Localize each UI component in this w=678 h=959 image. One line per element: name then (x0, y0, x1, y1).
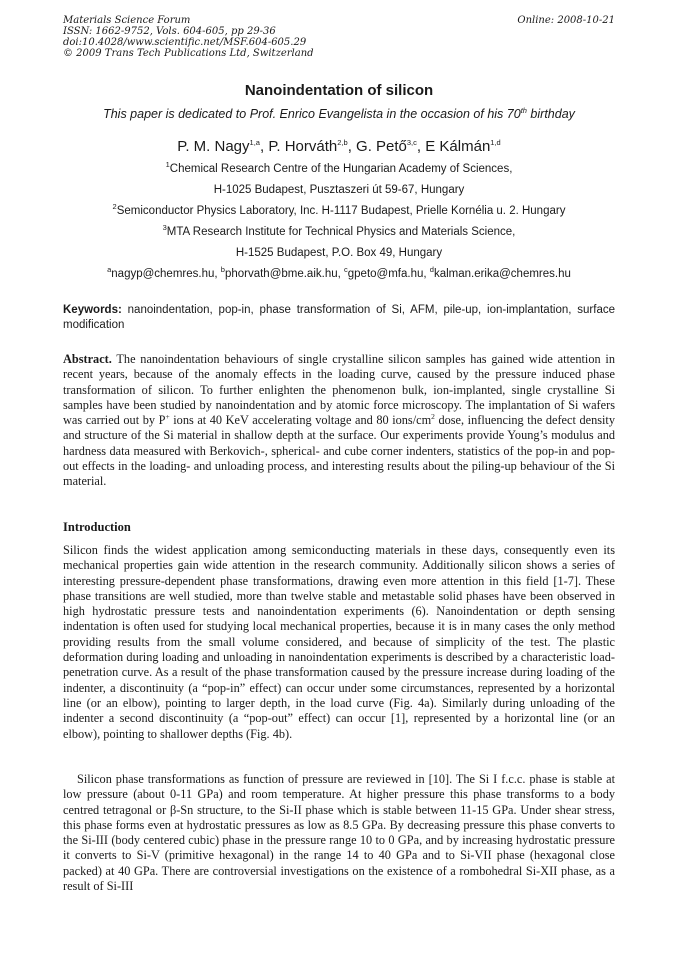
keywords-label: Keywords: (63, 304, 122, 316)
author-list (63, 138, 615, 155)
doi-line: doi:10.4028/www.scientific.net/MSF.604-605.29 (63, 37, 307, 48)
affiliation-text: Chemical Research Centre of the Hungarian Academy of Sciences, (169, 163, 513, 175)
affiliation-sup: 1 (165, 160, 170, 170)
email-address[interactable]: nagyp@chemres.hu (111, 268, 215, 280)
dedication-text: This paper is dedicated to Prof. Enrico Evangelista in the occasion of his 70 (103, 107, 521, 121)
author-sep: , (259, 138, 269, 155)
email-address[interactable]: kalman.erika@chemres.hu (433, 268, 571, 280)
paper-title: Nanoindentation of silicon (244, 82, 434, 99)
author-sup: 2,b (337, 138, 348, 147)
author-sep: , (416, 138, 426, 155)
author-name: P. Horváth (268, 138, 338, 155)
dedication (63, 107, 615, 121)
email-sup: d (429, 265, 434, 275)
abstract-text: dose, influencing the defect density and structure of the Si material in shallow depth at the surface. Our experiments provide Young’s modulus and hardness data measured with Berkovich-, spherical- and cube corner indenters, statistics of the pop-in and pop-out effects in the loading- and unloading process, and interesting results about the piling-up behaviour of the Si material. (63, 413, 615, 489)
intro-paragraph-1: Silicon finds the widest application among semiconducting materials in these days, consequently even its mechanical properties gain wide attention in the research community. Additionally silicon shows a series of interesting pressure-dependent phase transformations, drawing even more attention in this field [1-7]. These phase transitions are well studied, more than twelve stable and metastable solid phases have been observed in high hydrostatic pressure tests and nanoindentation experiments (6). Nanoindentation or depth sensing indentation is often used for studying local mechanical properties, because it is in many cases the only method providing results from the small volume considered, and because of simplicity of the test. The plastic deformation during loading and unloading in nanoindentation experiments is described by a characteristic load-penetration curve. As a result of the phase transformation caused by the pressure increase during loading of the indenter, a discontinuity (a “pop-in” effect) can occur under some circumstances, represented by a horizontal line (or an elbow), pointing to larger depth, in the load curve (Fig. 4a). Similarly during unloading of the indenter a second discontinuity (a “pop-out” effect) can occur [1], represented by a horizontal line (or an elbow), pointing to shallower depths (Fig. 4b). (63, 543, 615, 741)
affiliation-2 (63, 202, 615, 217)
author-name: P. M. Nagy (177, 138, 250, 155)
abstract (63, 352, 615, 490)
author-sup: 3,c (406, 138, 417, 147)
email-sup: c (344, 265, 348, 275)
online-date: Online: 2008-10-21 (517, 15, 615, 26)
affiliation-text: MTA Research Institute for Technical Physics and Materials Science, (166, 226, 516, 238)
email-address[interactable]: phorvath@bme.aik.hu (224, 268, 338, 280)
journal-header (63, 15, 615, 59)
abstract-label: Abstract. (63, 352, 112, 366)
section-heading-introduction: Introduction (63, 520, 131, 534)
affiliation-sup: 3 (162, 223, 167, 233)
email-sup: a (107, 265, 112, 275)
affiliation-sup: 2 (112, 202, 117, 212)
keywords (63, 303, 615, 333)
email-address[interactable]: gpeto@mfa.hu (347, 268, 424, 280)
email-sup: b (220, 265, 225, 275)
copyright-line: © 2009 Trans Tech Publications Ltd, Switzerland (63, 48, 314, 59)
abstract-text: The nanoindentation behaviours of single crystalline silicon samples has gained wide attention in recent years, because of the anomaly effects in the loading curve, caused by the pressure induced phase transformation of silicon. To further enlighten the phenomenon bulk, ion-implanted, single crystalline Si samples have been studied by nanoindentation and by atomic force microscopy. The implantation of Si wafers was carried out by P (63, 352, 615, 428)
author-sup: 1,d (490, 138, 501, 147)
journal-name: Materials Science Forum (63, 15, 191, 26)
affiliation-text: Semiconductor Physics Laboratory, Inc. H-1117 Budapest, Prielle Kornélia u. 2. Hungary (116, 205, 566, 217)
intro-paragraph-2: Silicon phase transformations as function of pressure are reviewed in [10]. The Si I f.c.c. phase is stable at low pressure (about 0-11 GPa) and room temperature. At higher pressure this phase transforms to a body centred tetragonal or β-Sn structure, to the Si-II phase which is stable between 11-15 GPa. Under shear stress, this phase forms even at hydrostatic pressures as low as 8.5 GPa. By decreasing pressure this phase converts to the Si-III (body centered cubic) phase in the pressure range 10 to 0 GPa, and by increasing hydrostatic pressure it converts to Si-V (primitive hexagonal) in the range 14 to 40 GPa and to Si-VII phase (hexagonal close packed) at 40 GPa. There are controversial investigations on the existence of a rombohedral Si-XII phase, as a result of Si-III (63, 772, 615, 894)
issn-line: ISSN: 1662-9752, Vols. 604-605, pp 29-36 (63, 26, 276, 37)
affiliation-1 (63, 160, 615, 175)
keywords-text: nanoindentation, pop-in, phase transformation of Si, AFM, pile-up, ion-implantation, surface modification (63, 304, 615, 331)
dedication-end: birthday (526, 107, 575, 121)
email-list: $^a$nagyp@chemres.hu, $^b$phorvath@bme.aik.hu, $^c$gpeto@mfa.hu, $^d$kalman.erika@chemres.hu (107, 265, 571, 280)
affiliation-3 (63, 223, 615, 238)
author-name: E Kálmán (425, 138, 491, 155)
abstract-sup: 2 (431, 412, 435, 422)
author-sep: , (347, 138, 357, 155)
abstract-sup: + (165, 412, 170, 422)
author-sup: 1,a (249, 138, 260, 147)
abstract-text: ions at 40 KeV accelerating voltage and 80 ions/cm (169, 413, 432, 428)
dedication-sup: th (520, 105, 527, 115)
author-name: G. Pető (356, 138, 407, 155)
affiliation-3-address: H-1525 Budapest, P.O. Box 49, Hungary (235, 247, 443, 259)
affiliation-1-address: H-1025 Budapest, Pusztaszeri út 59-67, Hungary (213, 184, 465, 196)
